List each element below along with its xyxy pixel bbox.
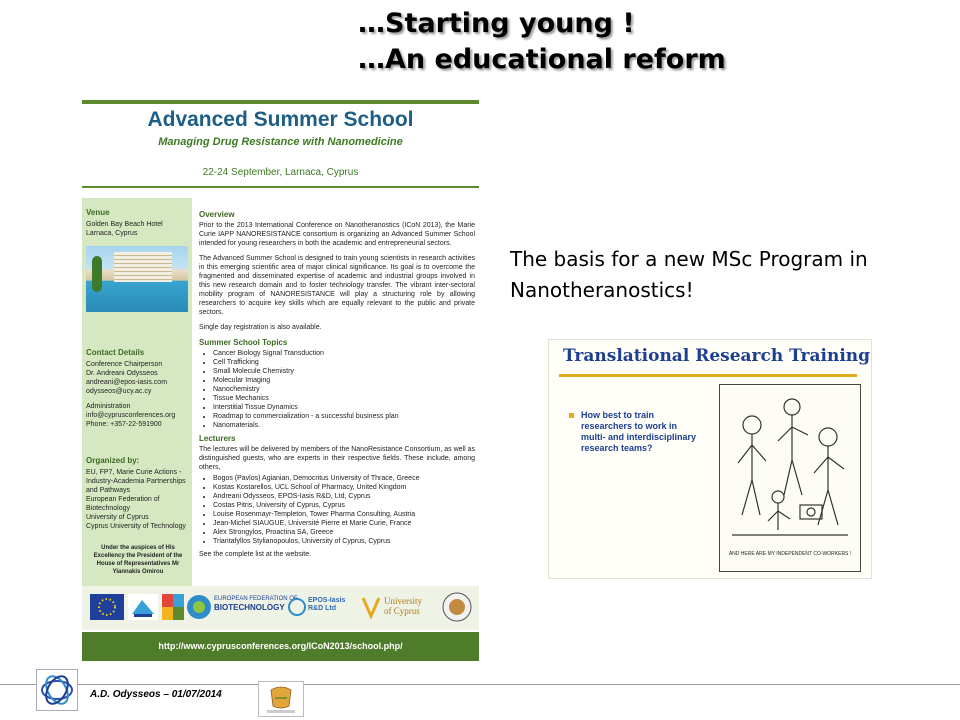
lecturer-item: • Costas Pitris, University of Cyprus, Cyprus (213, 501, 475, 510)
cartoon-figures-icon (720, 385, 860, 545)
poster-url-link[interactable]: http://www.cyprusconferences.org/ICoN2013/school.php/ (82, 632, 479, 661)
lecturer-item: • Alex Strongylos, Proactina SA, Greece (213, 528, 475, 537)
lecturer-item: • Louise Rosenmayr-Templeton, Tower Pharma Consulting, Austria (213, 510, 475, 519)
poster-divider (82, 186, 479, 188)
lecturer-item: • Jean-Michel SIAUGUE, Université Pierre et Marie Curie, France (213, 519, 475, 528)
contact-block (86, 348, 190, 429)
lecturers-intro: The lectures will be delivered by members of the NanoResistance Consortium, as well as distinguished guests, who are experts in their respective fields. These include, among others, (199, 446, 475, 471)
venue-city: Larnaca, Cyprus (86, 230, 138, 237)
lecturer-item: • Kostas Kostarellos, UCL School of Pharmacy, United Kingdom (213, 483, 475, 492)
fp7-logo-icon (128, 594, 158, 620)
lecturer-item: • Andreani Odysseos, EPOS-Iasis R&D, Ltd, Cyprus (213, 492, 475, 501)
overview-paragraph-2: The Advanced Summer School is designed to train young scientists in research activities in this emerging scientific area of major clinical significance. Its goal is to overcome the fragmented and disseminated expertise of academic and industrial groups involved in this new research domain and to foster technology transfer. The vibrant inter-sectoral mobility program of NANORESISTANCE will play a structuring role by allowing researchers to acquire key skills which are equally relevant to the public and private sectors. (199, 255, 475, 316)
overview-paragraph-3: Single day registration is also available. (199, 324, 322, 331)
poster-top-bar (82, 100, 479, 104)
organizer-item: European Federation of Biotechnology (86, 496, 160, 512)
overview-heading: Overview (199, 210, 235, 219)
institution-logo-icon (36, 669, 78, 711)
hotel-building (114, 252, 172, 282)
footer-author-date: A.D. Odysseos – 01/07/2014 (90, 689, 222, 700)
ucy-logo-icon (360, 594, 382, 620)
admin-label: Administration (86, 403, 131, 410)
venue-name: Golden Bay Beach Hotel (86, 221, 163, 228)
efb-logo-text: EUROPEAN FEDERATION OF BIOTECHNOLOGY (214, 596, 298, 612)
topic-item: • Tissue Mechanics (213, 394, 475, 403)
venue-heading: Venue (86, 208, 110, 217)
epos-logo-text: EPOS-Iasis R&D Ltd (308, 597, 346, 612)
topic-item: • Interstitial Tissue Dynamics (213, 403, 475, 412)
poster-dates: 22-24 September, Larnaca, Cyprus (202, 167, 359, 178)
overview-paragraph-1: Prior to the 2013 International Conference on Nanotheranostics (ICoN 2013), the Marie Curie IAPP NANORESISTANCE consortium is organizing an Advanced Summer School intended for young researchers in both the academic and entrepreneurial sectors. (199, 222, 475, 247)
eu-flag-icon (90, 594, 124, 620)
organizer-item: EU, FP7, Marie Curie Actions - Industry-Academia Partnerships and Pathways (86, 469, 186, 494)
summer-school-poster (82, 100, 479, 661)
efb-logo-icon (186, 594, 212, 620)
contact-email-1[interactable]: andreani@epos-iasis.com (86, 379, 168, 386)
admin-phone: Phone: +357-22-591900 (86, 421, 162, 428)
contact-name: Dr. Andreani Odysseos (86, 370, 158, 377)
poster-title: Advanced Summer School (147, 108, 414, 131)
trt-question: How best to train researchers to work in multi- and interdisciplinary research teams? (581, 410, 697, 453)
lecturer-item: • Bogos (Pavlos) Agianian, Democritus University of Thrace, Greece (213, 474, 475, 483)
ucy-logo-text: University of Cyprus (384, 596, 422, 616)
marie-curie-logo-icon (162, 594, 184, 620)
topic-item: • Cancer Biology Signal Transduction (213, 349, 475, 358)
closing-note: See the complete list at the website. (199, 551, 312, 558)
slide-title-line2: …An educational reform (358, 44, 726, 75)
translational-research-training-slide (548, 339, 872, 579)
organizer-item: University of Cyprus (86, 514, 149, 521)
topic-item: • Molecular Imaging (213, 376, 475, 385)
organizer-item: Cyprus University of Technology (86, 523, 186, 530)
contact-role: Conference Chairperson (86, 361, 163, 368)
slide-title (358, 6, 726, 78)
topic-item: • Nanochemistry (213, 385, 475, 394)
poster-subtitle: Managing Drug Resistance with Nanomedicine (158, 136, 403, 148)
contact-email-2[interactable]: odysseos@ucy.ac.cy (86, 388, 152, 395)
poster-main-column (199, 206, 475, 565)
lecturers-heading: Lecturers (199, 434, 236, 443)
hotel-photo (86, 246, 188, 312)
venue-block (86, 208, 190, 238)
palm-tree (92, 256, 102, 292)
trt-underline (559, 374, 857, 377)
bullet-icon (569, 413, 574, 418)
auspices-note: Under the auspices of His Excellency the President of the House of Representatives Mr Yiannakis Omirou (93, 545, 183, 575)
topic-item: • Small Molecule Chemistry (213, 367, 475, 376)
poster-sidebar (82, 198, 192, 588)
topic-item: • Roadmap to commercialization - a successful business plan (213, 412, 475, 421)
cut-seal-icon (442, 592, 472, 622)
contact-heading: Contact Details (86, 348, 145, 357)
topics-heading: Summer School Topics (199, 338, 288, 347)
parliament-emblem-icon (258, 681, 304, 717)
slide-title-line1: …Starting young ! (358, 8, 635, 39)
footer-divider (0, 684, 960, 685)
epos-logo-icon (288, 594, 306, 620)
cartoon-image (719, 384, 861, 572)
topics-list (213, 349, 475, 430)
organized-heading: Organized by: (86, 456, 140, 465)
cartoon-caption: AND HERE ARE MY INDEPENDENT CO-WORKERS ! (728, 551, 852, 557)
msc-program-statement: The basis for a new MSc Program in Nanotheranostics! (510, 247, 868, 302)
lecturers-list (213, 474, 475, 546)
trt-heading: Translational Research Training (563, 346, 871, 366)
topic-item: • Cell Trafficking (213, 358, 475, 367)
lecturer-item: • Triantafyllos Stylianopoulos, University of Cyprus, Cyprus (213, 537, 475, 546)
admin-email[interactable]: info@cyprusconferences.org (86, 412, 176, 419)
organizers-block (86, 456, 190, 531)
sponsor-logos-strip (82, 586, 479, 630)
topic-item: • Nanomaterials. (213, 421, 475, 430)
